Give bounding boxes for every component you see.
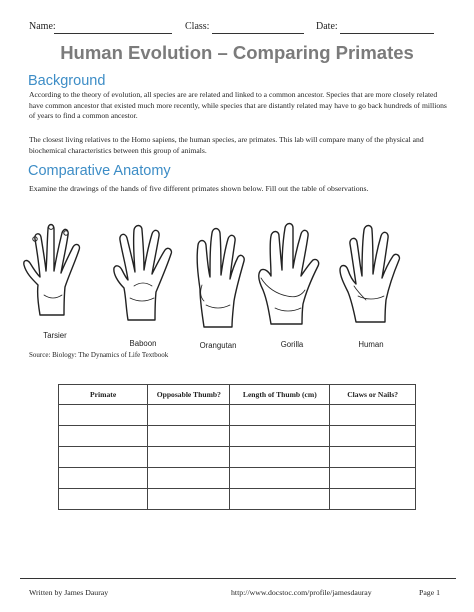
table-body — [59, 405, 416, 510]
table-cell[interactable] — [59, 426, 148, 447]
footer-page-number: Page 1 — [419, 588, 441, 597]
name-blank — [54, 33, 172, 34]
table-cell[interactable] — [330, 489, 416, 510]
hand-label-human: Human — [358, 340, 384, 349]
table-cell[interactable] — [330, 447, 416, 468]
table-cell[interactable] — [230, 468, 330, 489]
footer-rule — [20, 578, 456, 579]
table-row — [59, 468, 416, 489]
column-header-opposable-thumb: Opposable Thumb? — [148, 385, 230, 405]
table-row — [59, 489, 416, 510]
table-cell[interactable] — [59, 489, 148, 510]
tarsier-hand-icon — [20, 215, 85, 325]
footer-url[interactable]: http://www.docstoc.com/profile/jamesdauray — [231, 588, 372, 597]
date-label: Date: — [316, 21, 338, 32]
table-cell[interactable] — [148, 489, 230, 510]
anatomy-heading: Comparative Anatomy — [28, 163, 171, 179]
table-cell[interactable] — [230, 426, 330, 447]
human-hand-icon — [334, 216, 406, 328]
date-blank — [340, 33, 434, 34]
column-header-primate: Primate — [59, 385, 148, 405]
table-cell[interactable] — [148, 405, 230, 426]
table-cell[interactable] — [148, 426, 230, 447]
table-cell[interactable] — [230, 405, 330, 426]
table-cell[interactable] — [148, 447, 230, 468]
footer-author: Written by James Dauray — [29, 588, 109, 597]
hand-label-orangutan: Orangutan — [199, 341, 237, 350]
baboon-hand-icon — [108, 212, 178, 327]
observation-table — [58, 384, 416, 510]
table-cell[interactable] — [59, 447, 148, 468]
background-paragraph-1: According to the theory of evolution, all species are are related and linked to a common ancestor. Species that are more closely related have common ancestor that existed much more recently, while species that are distantly related may have to go back hundreds of millions of years to find a common ancestor. — [29, 90, 447, 121]
background-heading: Background — [28, 73, 106, 89]
anatomy-instruction: Examine the drawings of the hands of five different primates shown below. Fill out the table of observations. — [29, 184, 369, 193]
table-cell[interactable] — [330, 405, 416, 426]
table-cell[interactable] — [230, 447, 330, 468]
table-cell[interactable] — [230, 489, 330, 510]
hand-label-gorilla: Gorilla — [280, 340, 304, 349]
page-title: Human Evolution – Comparing Primates — [60, 42, 414, 63]
class-blank — [212, 33, 304, 34]
column-header-claws-or-nails: Claws or Nails? — [330, 385, 416, 405]
column-header-thumb-length: Length of Thumb (cm) — [230, 385, 330, 405]
background-paragraph-2: The closest living relatives to the Homo sapiens, the human species, are primates. This lab will compare many of the physical and biochemical characteristics between this group of animals. — [29, 135, 424, 155]
source-citation: Source: Biology: The Dynamics of Life Textbook — [29, 351, 169, 359]
name-label: Name: — [29, 21, 56, 32]
table-cell[interactable] — [59, 405, 148, 426]
table-cell[interactable] — [59, 468, 148, 489]
table-cell[interactable] — [330, 468, 416, 489]
table-header-row — [59, 385, 416, 405]
class-label: Class: — [185, 21, 210, 32]
gorilla-hand-icon — [255, 212, 325, 330]
orangutan-hand-icon — [188, 215, 250, 333]
hand-label-tarsier: Tarsier — [43, 331, 67, 340]
table-row — [59, 405, 416, 426]
table-cell[interactable] — [330, 426, 416, 447]
hand-label-baboon: Baboon — [129, 339, 157, 348]
table-cell[interactable] — [148, 468, 230, 489]
table-row — [59, 447, 416, 468]
table-row — [59, 426, 416, 447]
